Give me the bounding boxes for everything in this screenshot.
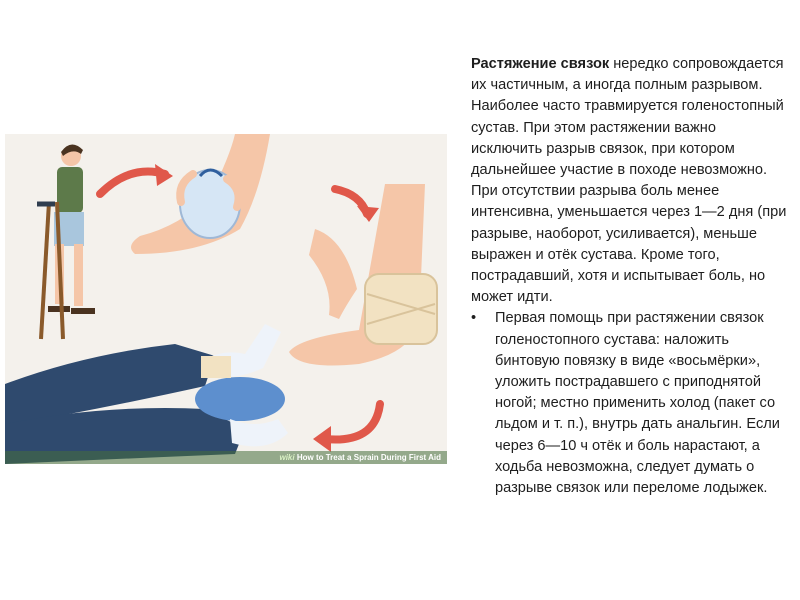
first-aid-illustration bbox=[5, 134, 447, 464]
arrow-3 bbox=[325, 404, 380, 440]
arrow-3-head bbox=[313, 426, 331, 452]
intro-term: Растяжение связок bbox=[471, 56, 610, 72]
intro-body: нередко сопровождается их частичным, а иногда полным разрывом. Наиболее часто травмируется голеностопный сустав. При этом растяжении важно исключить разрыв связок, при котором дальнейшее участие в походе невозможно. При отсутствии разрыва боль менее интенсивна, уменьшается через 1—2 дня (при разрыве, наоборот, усиливается), меньше выражен и отёк сустава. Кроме того, пострадавший, хотя и испытывает боль, но может идти. bbox=[471, 56, 787, 306]
list-item: • Первая помощь при растяжении связок голеностопного сустава: наложить бинтовую повязку в виде «восьмёрки», уложить пострадавшего с приподнятой ногой; местно применить холод (пакет со льдом и т. п.), внутрь дать анальгин. Если через 6—10 ч отёк и боль нарастают, а ходьба невозможна, следует думать о разрыве связок или переломе лодыжек. bbox=[471, 308, 789, 499]
wikihow-watermark bbox=[5, 451, 447, 464]
intro-paragraph bbox=[471, 54, 789, 308]
man-with-crutches-figure bbox=[37, 144, 95, 339]
arrow-1-head bbox=[155, 164, 173, 186]
first-aid-list bbox=[471, 308, 789, 499]
sprain-treatment-scene bbox=[5, 134, 447, 464]
watermark-brand: wiki bbox=[279, 453, 295, 462]
article-text bbox=[471, 54, 789, 499]
arrow-2-head bbox=[357, 206, 379, 222]
lying-person-raised-leg bbox=[5, 324, 288, 464]
foot-with-ice-pack bbox=[131, 134, 270, 254]
arrow-1 bbox=[100, 172, 165, 195]
watermark-text: How to Treat a Sprain During First Aid bbox=[296, 453, 441, 462]
